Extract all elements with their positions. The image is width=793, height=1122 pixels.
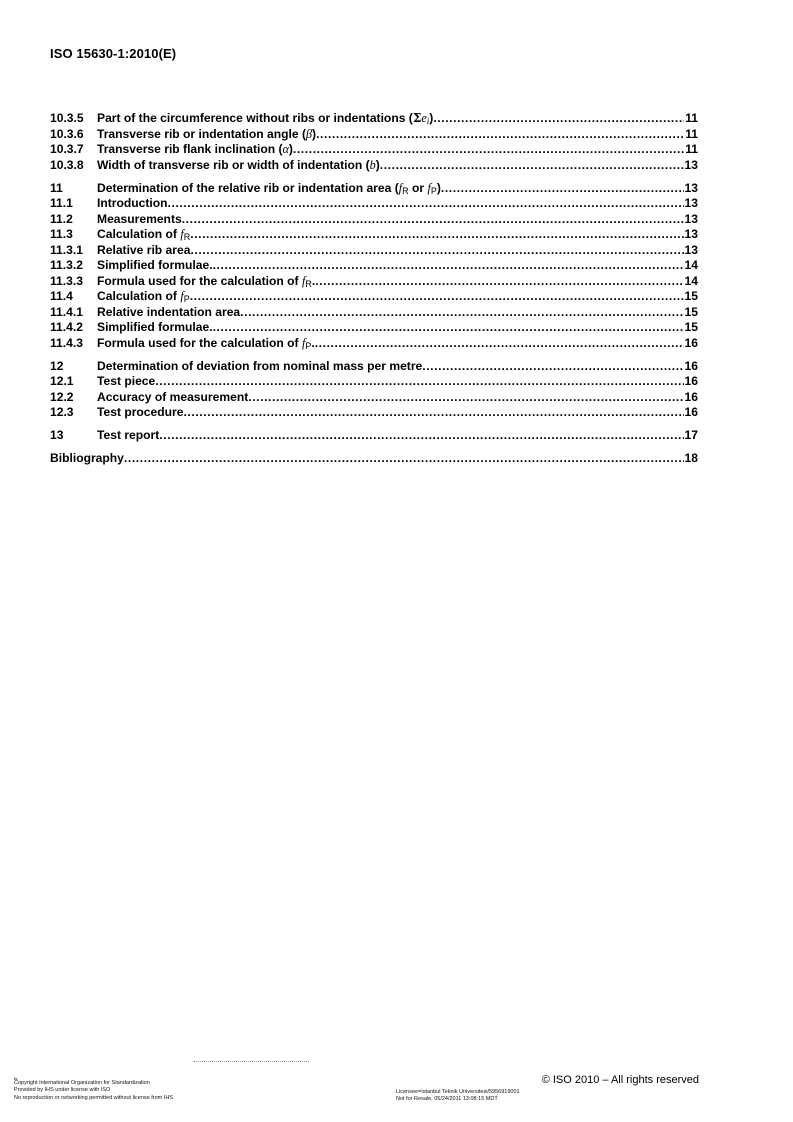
toc-section-title (97, 374, 155, 388)
toc-section-title (50, 451, 124, 465)
toc-dot-leader (190, 289, 684, 303)
toc-section-title (97, 127, 316, 142)
toc-title-text: Simplified formulae. (97, 320, 213, 334)
toc-dot-leader (293, 142, 684, 156)
toc-dot-leader (168, 196, 684, 210)
toc-dot-leader (441, 181, 684, 195)
toc-dot-leader (315, 274, 684, 288)
toc-section-title (97, 258, 213, 272)
toc-section-number: 11.4.2 (50, 320, 83, 334)
toc-section-title: Determination of the relative rib or indentation area ($f_R$ or $f_P$) (97, 180, 441, 196)
toc-section-number: 11.3.1 (50, 242, 83, 257)
toc-dot-leader (316, 127, 684, 141)
toc-entry (50, 451, 698, 467)
math-symbol: β (306, 126, 313, 141)
math-symbol: $f_P$ (301, 335, 312, 351)
toc-title-text: Determination of the relative rib or indentation area ( (97, 180, 399, 195)
footer-line: Not for Resale, 05/24/2011 13:08:15 MDT (396, 1096, 498, 1103)
toc-dot-leader (213, 320, 684, 334)
toc-section-title (97, 142, 293, 157)
toc-entry (50, 196, 698, 212)
toc-title-suffix: . (311, 273, 316, 288)
toc-section-title (97, 196, 168, 210)
toc-section-number: 11.3.2 (50, 258, 83, 272)
toc-dot-leader (190, 243, 684, 257)
toc-page-number: 13 (684, 157, 698, 172)
toc-section-title (97, 212, 182, 226)
toc-title-suffix: . (311, 335, 315, 350)
footer-license-left (14, 1075, 173, 1102)
toc-title-text: Part of the circumference without ribs or indentations ( (97, 111, 413, 125)
toc-title-text: Relative rib area (97, 242, 191, 257)
toc-page-number: 13 (684, 211, 698, 226)
toc-title-text: Calculation of (97, 227, 181, 241)
table-of-contents (50, 111, 698, 467)
copyright-notice: © ISO 2010 – All rights reserved (541, 1074, 699, 1086)
toc-entry (50, 142, 698, 158)
toc-entry (50, 243, 698, 259)
toc-dot-leader (213, 258, 684, 272)
toc-page-number: 15 (684, 289, 698, 303)
footer-line: No reproduction or networking permitted without license from IHS (14, 1094, 173, 1101)
toc-dot-leader (183, 405, 684, 419)
toc-section-title (97, 305, 240, 319)
toc-title-text: Transverse rib or indentation angle ( (97, 126, 307, 141)
toc-title-text: Introduction (97, 196, 168, 210)
math-symbol: b (369, 157, 376, 172)
toc-page-number: 16 (684, 389, 698, 404)
toc-title-text: Determination of deviation from nominal mass per metre (97, 358, 423, 373)
toc-title-text: Calculation of (97, 289, 181, 303)
toc-page-number: 11 (685, 126, 698, 141)
toc-page-number: 11 (685, 111, 698, 125)
toc-entry (50, 405, 698, 421)
toc-section-number: 11.3.3 (50, 273, 83, 288)
toc-page-number: 16 (684, 335, 698, 350)
toc-section-title (97, 428, 159, 442)
toc-entry (50, 274, 698, 290)
toc-section-number: 11.4.1 (50, 304, 83, 319)
toc-entry (50, 111, 698, 127)
toc-entry (50, 428, 698, 444)
toc-dot-leader (190, 227, 684, 241)
toc-title-text: Formula used for the calculation of (97, 335, 302, 350)
toc-dot-leader (159, 428, 684, 442)
toc-entry (50, 158, 698, 174)
toc-title-suffix: ) (429, 111, 434, 125)
toc-page-number: 15 (684, 304, 698, 319)
toc-section-number: 11.4 (50, 289, 73, 303)
toc-section-number: 12 (50, 358, 64, 373)
toc-title-text: Width of transverse rib or width of indentation ( (97, 157, 370, 172)
toc-page-number: 16 (684, 374, 698, 388)
toc-title-suffix: ) (375, 157, 380, 172)
toc-page-number: 13 (684, 180, 698, 195)
toc-entry (50, 320, 698, 336)
toc-dot-leader (155, 374, 684, 388)
toc-title-text: Relative indentation area (97, 304, 241, 319)
toc-section-title (97, 274, 315, 289)
toc-dot-leader (182, 212, 684, 226)
toc-entry (50, 212, 698, 228)
toc-title-text: Test procedure (97, 405, 184, 419)
toc-title-text: Test report (97, 428, 160, 442)
math-symbol: α (282, 142, 289, 156)
toc-section-title (97, 243, 190, 257)
toc-section-number: 11.1 (50, 196, 73, 210)
toc-entry (50, 336, 698, 352)
toc-entry (50, 127, 698, 143)
toc-section-number: 11 (50, 180, 63, 195)
toc-title-text: Bibliography (50, 451, 124, 465)
toc-dot-leader (315, 336, 684, 350)
toc-page-number: 14 (684, 273, 698, 288)
toc-page-number: 13 (684, 227, 698, 241)
toc-page-number: 13 (684, 196, 698, 210)
toc-section-title (97, 359, 422, 373)
toc-page-number: 14 (684, 258, 698, 272)
toc-entry (50, 181, 698, 197)
toc-section-number: 10.3.8 (50, 157, 84, 172)
math-symbol: $f_P$ (427, 180, 437, 196)
toc-section-title (97, 320, 213, 334)
toc-page-number: 16 (684, 405, 698, 419)
toc-section-number: 12.3 (50, 405, 74, 419)
toc-page-number: 11 (685, 142, 698, 156)
toc-title-text: Transverse rib flank inclination ( (97, 142, 283, 156)
toc-section-title (97, 405, 183, 419)
sigma-symbol: Σ (412, 111, 422, 125)
toc-title-text: Simplified formulae. (97, 258, 213, 272)
math-symbol: $f_R$ (301, 273, 312, 289)
toc-title-text: Test piece (97, 374, 156, 388)
toc-section-number: 10.3.7 (50, 142, 84, 156)
math-symbol: $f_R$ (398, 180, 409, 196)
toc-entry (50, 227, 698, 243)
toc-page-number: 17 (684, 428, 698, 442)
toc-entry (50, 258, 698, 274)
toc-section-title (97, 390, 248, 404)
page-roman-numeral: iv (14, 1076, 18, 1081)
toc-page-number: 13 (684, 242, 698, 257)
toc-title-text: Formula used for the calculation of (97, 273, 302, 288)
footer-line: Provided by IHS under license with ISO (14, 1087, 111, 1094)
toc-entry (50, 374, 698, 390)
document-id: ISO 15630-1:2010(E) (50, 46, 177, 61)
toc-dot-leader (422, 359, 684, 373)
toc-section-title (97, 289, 190, 304)
toc-title-suffix: ) (436, 180, 441, 195)
toc-title-suffix: ) (288, 142, 293, 156)
toc-dot-leader (240, 305, 684, 319)
toc-page-number: 16 (684, 358, 698, 373)
toc-section-number: 12.2 (50, 389, 74, 404)
toc-title-suffix: ) (312, 126, 317, 141)
toc-title-text: Measurements (97, 211, 182, 226)
toc-dot-leader (380, 158, 684, 172)
toc-section-number: 13 (50, 428, 64, 442)
toc-section-number: 11.4.3 (50, 335, 83, 350)
toc-dot-leader (433, 111, 684, 125)
toc-section-number: 12.1 (50, 374, 74, 388)
toc-section-title (97, 158, 380, 173)
toc-dot-leader (124, 451, 684, 465)
math-symbol: $f_R$ (180, 227, 191, 242)
footer-line: Copyright International Organization for Standardization (14, 1080, 150, 1086)
math-symbol: $e_i$ (421, 111, 430, 126)
toc-section-title (97, 227, 190, 242)
toc-page-number: 15 (684, 320, 698, 334)
toc-entry (50, 390, 698, 406)
toc-section-title (97, 336, 315, 351)
toc-section-number: 11.2 (50, 211, 73, 226)
toc-page-number: 18 (684, 451, 698, 465)
toc-section-number: 10.3.5 (50, 111, 84, 125)
toc-title-text: Accuracy of measurement (97, 389, 249, 404)
math-symbol: $f_P$ (180, 289, 190, 304)
toc-section-title (97, 111, 433, 126)
toc-section-number: 11.3 (50, 227, 73, 241)
scan-artifact (193, 1061, 309, 1066)
toc-section-number: 10.3.6 (50, 126, 84, 141)
toc-entry (50, 289, 698, 305)
footer-line: Licensee=Istanbul Teknik Universitesi/5956919001 (396, 1089, 520, 1095)
toc-entry (50, 359, 698, 375)
toc-dot-leader (248, 390, 684, 404)
footer-licensee (396, 1089, 520, 1104)
toc-entry (50, 305, 698, 321)
